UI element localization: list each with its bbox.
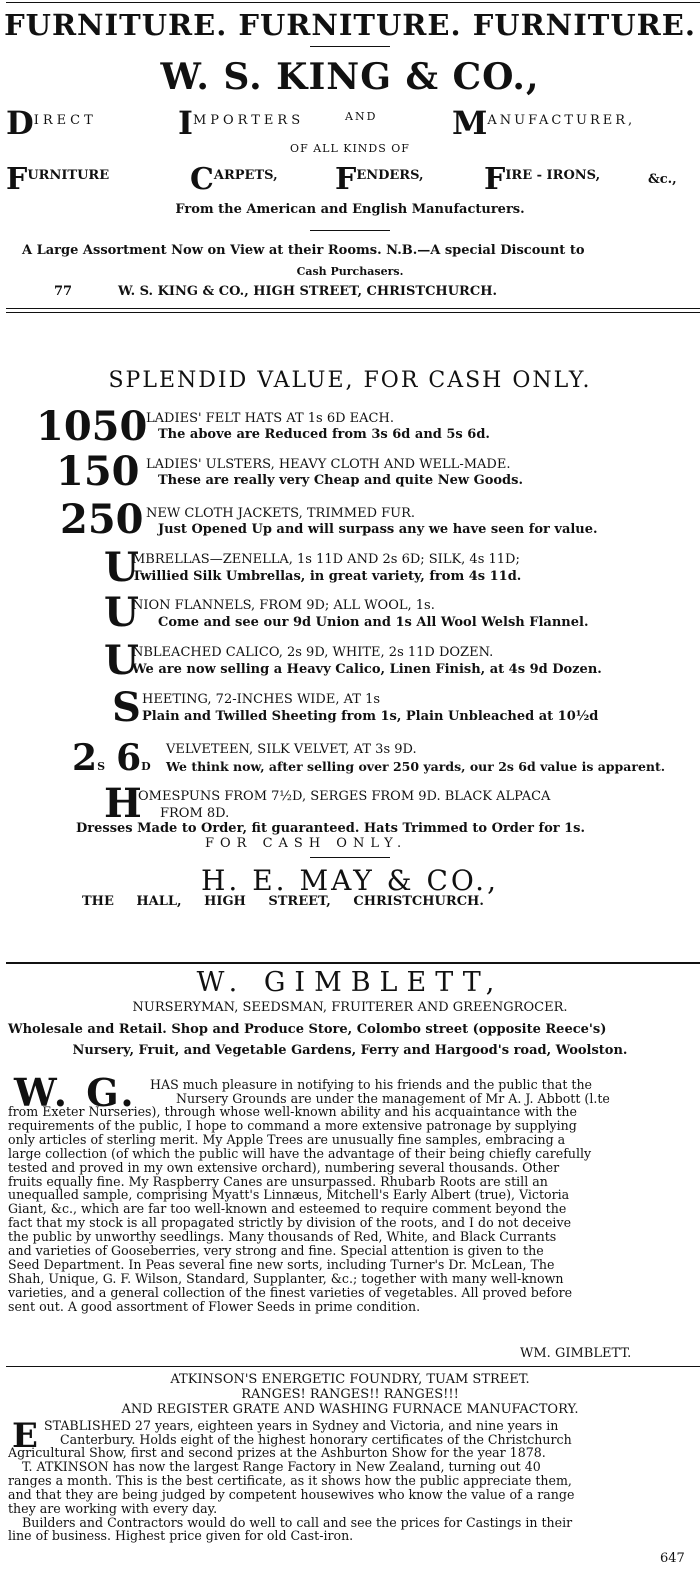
may-item-3-number: 250 bbox=[60, 496, 144, 543]
gimblett-body-line: requirements of the public, I hope to command a more extensive patronage by supplying bbox=[8, 1117, 577, 1133]
gimblett-body-line: fruits equally fine. My Raspberry Canes are unsurpassed. Rhubarb Roots are still an bbox=[8, 1173, 548, 1189]
king-address: W. S. KING & CO., HIGH STREET, CHRISTCHURCH. bbox=[118, 284, 497, 299]
king-assortment-1: A Large Assortment Now on View at their Rooms. N.B.—A special Discount to bbox=[22, 243, 585, 258]
king-etc: &c., bbox=[648, 172, 677, 187]
king-fenders: $F^{ENDERS,}$ bbox=[335, 162, 424, 197]
may-item-1-line1: LADIES' FELT HATS AT 1s 6D EACH. bbox=[146, 411, 394, 426]
king-and: AND bbox=[345, 110, 378, 123]
gimblett-name: W. GIMBLETT, bbox=[196, 967, 504, 998]
gimblett-body-line: from Exeter Nurseries), through whose well-known ability and his acquaintance with the bbox=[8, 1105, 577, 1119]
atkinson-body-line: they are working with every day. bbox=[8, 1500, 218, 1516]
gimblett-body-line: large collection (of which the public will have the advantage of their being chiefly carefully bbox=[8, 1145, 592, 1161]
may-umbrellas-initial: U bbox=[104, 544, 139, 591]
may-union-2: Come and see our 9d Union and 1s All Wool Welsh Flannel. bbox=[158, 615, 589, 630]
king-number: 77 bbox=[54, 284, 73, 299]
king-fireirons: $F^{IRE - IRONS,}$ bbox=[484, 162, 601, 197]
king-bottom-rule-2 bbox=[6, 312, 700, 313]
atkinson-body-line: Builders and Contractors would do well to call and see the prices for Castings in their bbox=[22, 1514, 573, 1530]
may-item-3-line1: NEW CLOTH JACKETS, TRIMMED FUR. bbox=[146, 506, 416, 521]
king-assortment-2: Cash Purchasers. bbox=[296, 265, 404, 278]
king-direct: $D^{IRECT}$ bbox=[6, 104, 97, 142]
may-calico-2: We are now selling a Heavy Calico, Linen Finish, at 4s 9d Dozen. bbox=[132, 662, 602, 677]
may-sheeting-initial: S bbox=[112, 684, 141, 731]
atkinson-body-0: STABLISHED 27 years, eighteen years in Sydney and Victoria, and nine years in bbox=[44, 1418, 559, 1433]
may-short-rule bbox=[310, 857, 390, 858]
may-address: THE HALL, HIGH STREET, CHRISTCHURCH. bbox=[82, 894, 484, 909]
gimblett-wholesale: Wholesale and Retail. Shop and Produce Store, Colombo street (opposite Reece's) bbox=[8, 1022, 607, 1037]
atkinson-body-line: ranges a month. This is the best certificate, as it shows how the public appreciate them, bbox=[8, 1472, 572, 1488]
may-bottom-rule bbox=[6, 962, 700, 964]
may-homespuns-1: OMESPUNS FROM 7½D, SERGES FROM 9D. BLACK ALPACA bbox=[138, 789, 551, 804]
king-importers: $I^{MPORTERS}$ bbox=[178, 104, 305, 142]
atkinson-subtitle: AND REGISTER GRATE AND WASHING FURNACE MANUFACTORY. bbox=[121, 1402, 579, 1417]
gimblett-body-line: sent out. A good assortment of Flower Seeds in prime condition. bbox=[8, 1298, 421, 1314]
king-furniture: $F^{URNITURE}$ bbox=[6, 162, 110, 197]
may-homespuns-2: FROM 8D. bbox=[160, 806, 230, 821]
may-item-2-number: 150 bbox=[56, 448, 140, 495]
atkinson-body-line: line of business. Highest price given for old Cast-iron. bbox=[8, 1528, 354, 1544]
gimblett-body-line: tested and proved in my own extensive orchard), numbering several thousands. Other bbox=[8, 1159, 560, 1175]
may-velvet-2: We think now, after selling over 250 yards, our 2s 6d value is apparent. bbox=[166, 759, 666, 774]
gimblett-body-line: only articles of sterling merit. My Apple Trees are unusually fine samples, embracing a bbox=[8, 1131, 566, 1147]
king-name: W. S. KING & CO., bbox=[160, 56, 540, 98]
atkinson-ranges: RANGES! RANGES!! RANGES!!! bbox=[241, 1387, 459, 1402]
may-sheeting-1: HEETING, 72-INCHES WIDE, AT 1s bbox=[142, 692, 381, 707]
king-manufacturer: $M^{ANUFACTURER,}$ bbox=[452, 104, 636, 142]
may-name: H. E. MAY & CO., bbox=[201, 864, 499, 897]
gimblett-body-0: HAS much pleasure in notifying to his friends and the public that the bbox=[150, 1077, 593, 1092]
king-short-rule bbox=[310, 46, 390, 47]
gimblett-initials: W. G. bbox=[14, 1070, 137, 1115]
atkinson-body-line: and that they are being judged by competent housewives who know the value of a range bbox=[8, 1486, 575, 1502]
king-from: From the American and English Manufacturers. bbox=[175, 202, 525, 217]
king-carpets: $C^{ARPETS,}$ bbox=[190, 162, 278, 197]
gimblett-body-line: Giant, &c., which are far too well-known and esteemed to require comment beyond the bbox=[8, 1201, 567, 1217]
may-item-3-line2: Just Opened Up and will surpass any we have seen for value. bbox=[158, 522, 598, 537]
atkinson-title: ATKINSON'S ENERGETIC FOUNDRY, TUAM STREET. bbox=[170, 1372, 530, 1387]
may-item-1-number: 1050 bbox=[36, 403, 148, 450]
top-rule bbox=[6, 2, 700, 3]
may-velvet-1: VELVETEEN, SILK VELVET, AT 3s 9D. bbox=[166, 742, 417, 757]
gimblett-body-line: fact that my stock is all propagated strictly by division of the roots, and I do not deceive bbox=[8, 1215, 572, 1231]
gimblett-bottom-rule bbox=[6, 1366, 700, 1367]
atkinson-initial: E bbox=[12, 1416, 38, 1456]
may-item-1-line2: The above are Reduced from 3s 6d and 5s 6d. bbox=[158, 427, 490, 442]
atkinson-body-paragraph bbox=[8, 1446, 698, 1543]
may-item-2-line2: These are really very Cheap and quite New Goods. bbox=[158, 473, 523, 488]
gimblett-signature: WM. GIMBLETT. bbox=[520, 1346, 632, 1361]
may-union-initial: U bbox=[104, 589, 139, 636]
may-calico-1: NBLEACHED CALICO, 2s 9D, WHITE, 2s 11D DOZEN. bbox=[132, 645, 494, 660]
may-sheeting-2: Plain and Twilled Sheeting from 1s, Plain Unbleached at 10½d bbox=[142, 709, 599, 724]
may-calico-initial: U bbox=[104, 637, 139, 684]
may-dresses: Dresses Made to Order, fit guaranteed. Hats Trimmed to Order for 1s. bbox=[76, 821, 586, 836]
gimblett-body-line: unequalled sample, comprising Myatt's Linnæus, Mitchell's Early Albert (true), Victoria bbox=[8, 1187, 570, 1203]
gimblett-body-paragraph bbox=[8, 1105, 698, 1314]
may-for-cash: FOR CASH ONLY. bbox=[205, 836, 408, 851]
atkinson-body-line: T. ATKINSON has now the largest Range Factory in New Zealand, turning out 40 bbox=[22, 1458, 541, 1474]
gimblett-body-1: Nursery Grounds are under the management of Mr A. J. Abbott (l.te bbox=[176, 1091, 610, 1106]
may-item-2-line1: LADIES' ULSTERS, HEAVY CLOTH AND WELL-MADE. bbox=[146, 457, 511, 472]
gimblett-body-line: Seed Department. In Peas several fine new sorts, including Turner's Dr. McLean, The bbox=[8, 1256, 555, 1272]
page-number: 647 bbox=[660, 1551, 685, 1566]
king-short-rule-2 bbox=[310, 230, 390, 231]
gimblett-body-line: Shah, Unique, G. F. Wilson, Standard, Supplanter, &c.; together with many well-known bbox=[8, 1270, 564, 1286]
may-union-1: NION FLANNELS, FROM 9D; ALL WOOL, 1s. bbox=[132, 598, 435, 613]
gimblett-trades: NURSERYMAN, SEEDSMAN, FRUITERER AND GREENGROCER. bbox=[132, 1000, 568, 1015]
king-banner: FURNITURE. FURNITURE. FURNITURE. bbox=[4, 8, 696, 42]
king-bottom-rule bbox=[6, 308, 700, 309]
may-headline: SPLENDID VALUE, FOR CASH ONLY. bbox=[108, 368, 592, 393]
may-umbrellas-2: Twillied Silk Umbrellas, in great variety, from 4s 11d. bbox=[132, 569, 522, 584]
gimblett-body-line: the public by unworthy seedlings. Many thousands of Red, White, and Black Currants bbox=[8, 1229, 557, 1245]
atkinson-body-1: Canterbury. Holds eight of the highest honorary certificates of the Christchurch bbox=[60, 1432, 572, 1447]
may-velvet-price: 2S 6D bbox=[72, 737, 151, 779]
atkinson-body-line: Agricultural Show, first and second prizes at the Ashburton Show for the year 1878. bbox=[8, 1446, 546, 1460]
gimblett-gardens: Nursery, Fruit, and Vegetable Gardens, Ferry and Hargood's road, Woolston. bbox=[72, 1043, 628, 1058]
gimblett-body-line: varieties, and a general collection of the finest varieties of vegetables. All proved before bbox=[8, 1284, 573, 1300]
may-umbrellas-1: MBRELLAS—ZENELLA, 1s 11D AND 2s 6D; SILK, 4s 11D; bbox=[132, 552, 520, 567]
may-homespuns-initial: H bbox=[104, 780, 142, 827]
gimblett-body-line: and varieties of Gooseberries, very strong and fine. Special attention is given to the bbox=[8, 1243, 544, 1259]
king-of-all-kinds: OF ALL KINDS OF bbox=[290, 142, 410, 155]
